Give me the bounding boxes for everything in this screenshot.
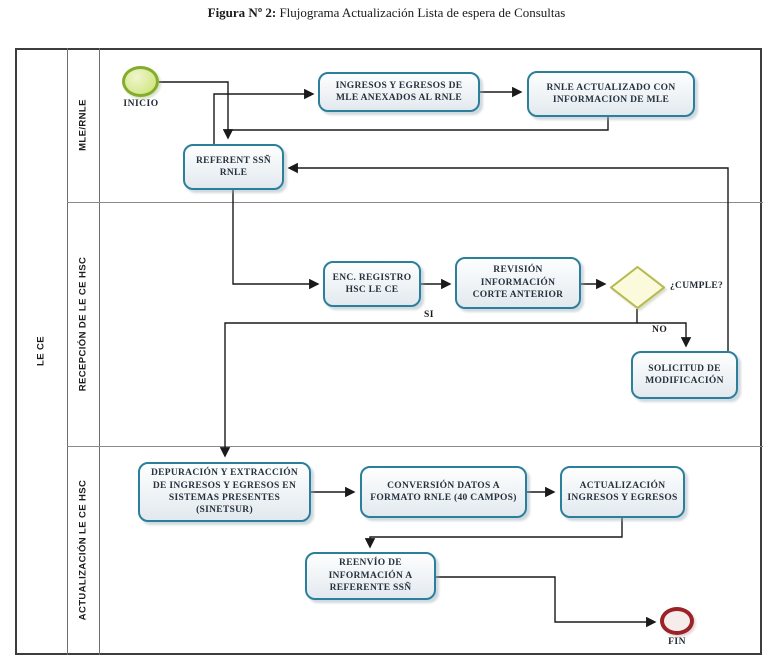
figure-title-text: Flujograma Actualización Lista de espera de Consultas xyxy=(276,5,566,20)
lane-label-recepcion: RECEPCIÓN DE LE CE HSC xyxy=(77,256,89,392)
lane-label-divider xyxy=(99,48,100,655)
task-conversion-datos: CONVERSIÓN DATOS A FORMATO RNLE (40 CAMPOS) xyxy=(360,466,527,518)
task-reenvio-informacion: REENVÍO DE INFORMACIÓN A REFERENTE SSÑ xyxy=(305,552,436,600)
task-depuracion-extraccion: DEPURACIÓN Y EXTRACCIÓN DE INGRESOS Y EGRESOS EN SISTEMAS PRESENTES (SINETSUR) xyxy=(138,462,311,522)
lane-label-mle-rnle: MLE/RNLE xyxy=(77,99,89,151)
task-revision-informacion: REVISIÓN INFORMACIÓN CORTE ANTERIOR xyxy=(455,257,581,309)
task-enc-registro: ENC. REGISTRO HSC LE CE xyxy=(323,261,421,307)
task-ingresos-egresos-mle: INGRESOS Y EGRESOS DE MLE ANEXADOS AL RNLE xyxy=(318,72,480,112)
lane-divider-2 xyxy=(67,446,763,447)
pool-label-divider xyxy=(67,48,68,655)
start-event-label: INICIO xyxy=(123,99,159,109)
gateway-cumple xyxy=(610,266,665,309)
gateway-cumple-label: ¿CUMPLE? xyxy=(670,281,724,291)
end-event-label: FIN xyxy=(668,637,686,647)
lane-divider-1 xyxy=(67,202,763,203)
task-actualizacion-ingresos: ACTUALIZACIÓN INGRESOS Y EGRESOS xyxy=(560,466,685,518)
figure-title-prefix: Figura Nº 2: xyxy=(207,5,277,20)
edge-label-no: NO xyxy=(652,325,668,335)
task-rnle-actualizado: RNLE ACTUALIZADO CON INFORMACION DE MLE xyxy=(527,71,695,117)
start-event xyxy=(122,66,159,97)
gateway-diamond-shape xyxy=(611,267,664,308)
pool-label: LE CE xyxy=(35,336,47,366)
task-solicitud-modificacion: SOLICITUD DE MODIFICACIÓN xyxy=(631,351,738,399)
figure-title xyxy=(0,5,773,21)
end-event xyxy=(660,607,694,635)
task-referente-ssn-rnle: REFERENT SSÑ RNLE xyxy=(183,144,284,190)
edge-label-si: SI xyxy=(424,310,434,320)
lane-label-actualizacion: ACTUALIZACIÓN LE CE HSC xyxy=(77,479,89,621)
